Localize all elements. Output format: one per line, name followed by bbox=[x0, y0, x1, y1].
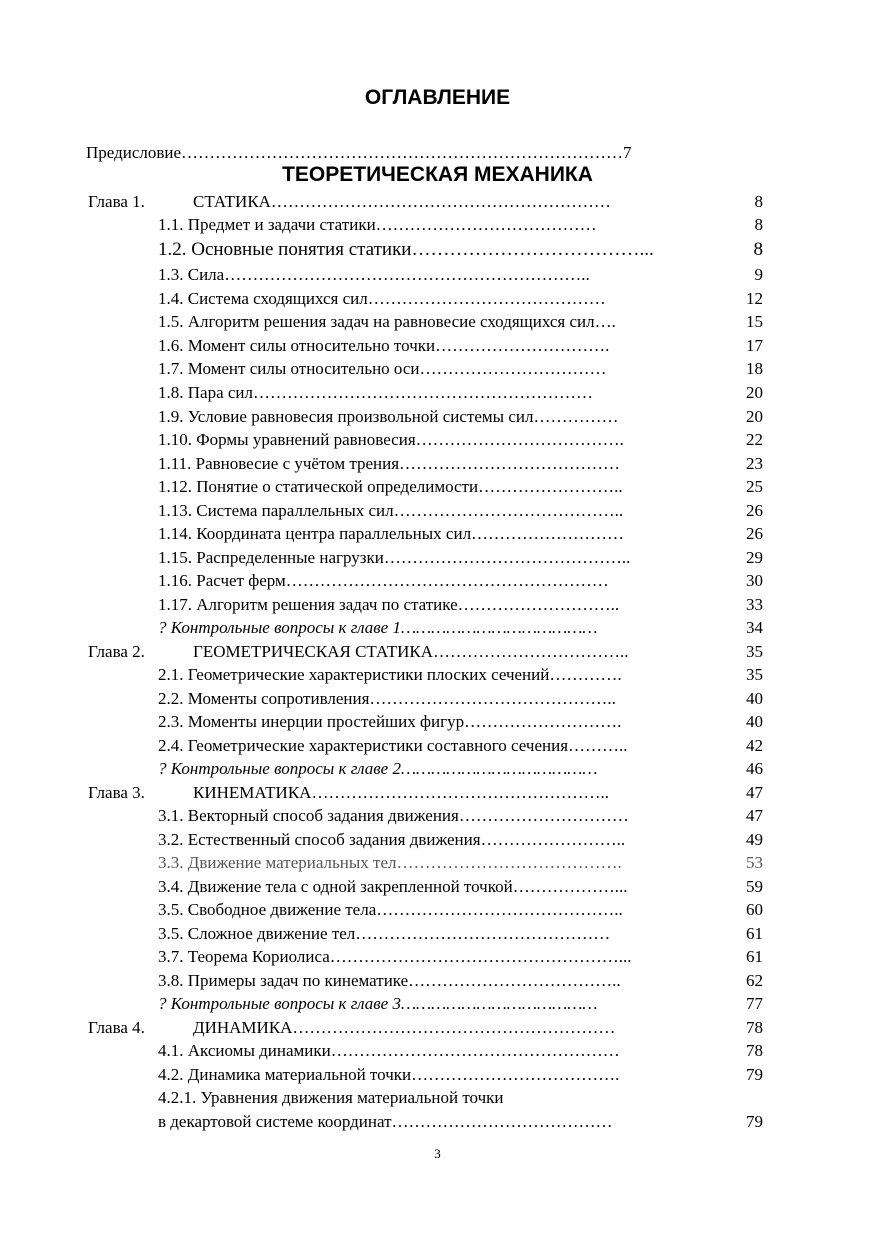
toc-entry[interactable] bbox=[0, 710, 875, 733]
toc-entry[interactable] bbox=[0, 287, 875, 310]
entry-text: 1.8. Пара сил…………………………………………………… bbox=[158, 383, 593, 402]
toc-entry[interactable] bbox=[0, 922, 875, 945]
toc-entry[interactable] bbox=[0, 687, 875, 710]
entry-text: 1.13. Система параллельных сил………………………………….. bbox=[158, 501, 624, 520]
toc-entry[interactable] bbox=[0, 310, 875, 333]
entry-text: 2.1. Геометрические характеристики плоских сечений…………. bbox=[158, 665, 622, 684]
entry-text: 3.1. Векторный способ задания движения………………………… bbox=[158, 806, 629, 825]
entry-text: 3.5. Свободное движение тела…………………………………….. bbox=[158, 900, 623, 919]
chapter-4-entry[interactable] bbox=[0, 1016, 875, 1039]
entry-page: 59 bbox=[746, 877, 763, 896]
entry-text: 2.2. Моменты сопротивления…………………………………….. bbox=[158, 689, 616, 708]
toc-entry-questions[interactable] bbox=[0, 992, 875, 1015]
entry-page: 30 bbox=[746, 571, 763, 590]
toc-entry[interactable] bbox=[0, 1063, 875, 1086]
entry-page: 15 bbox=[746, 312, 763, 331]
toc-preface[interactable] bbox=[0, 141, 875, 164]
entry-text: 1.7. Момент силы относительно оси…………………………… bbox=[158, 359, 607, 378]
entry-text: 2.3. Моменты инерции простейших фигур………………………. bbox=[158, 712, 622, 731]
toc-entry[interactable] bbox=[0, 875, 875, 898]
entry-text: 3.5. Сложное движение тел……………………………………… bbox=[158, 924, 611, 943]
entry-text: 1.14. Координата центра параллельных сил……………………… bbox=[158, 524, 625, 543]
entry-text: 1.15. Распределенные нагрузки…………………………………….. bbox=[158, 548, 631, 567]
entry-text: 4.2. Динамика материальной точки………………………………. bbox=[158, 1065, 620, 1084]
toc-entry[interactable] bbox=[0, 475, 875, 498]
toc-entry[interactable] bbox=[0, 969, 875, 992]
entry-text: 2.4. Геометрические характеристики составного сечения……….. bbox=[158, 736, 628, 755]
toc-entry[interactable] bbox=[0, 213, 875, 236]
entry-page: 78 bbox=[746, 1018, 763, 1037]
entry-page: 78 bbox=[746, 1041, 763, 1060]
entry-text: 1.1. Предмет и задачи статики………………………………… bbox=[158, 215, 597, 234]
entry-text: в декартовой системе координат………………………………… bbox=[158, 1112, 613, 1131]
toc-entry[interactable] bbox=[0, 945, 875, 968]
toc-entry[interactable] bbox=[0, 428, 875, 451]
entry-text: 3.3. Движение материальных тел…………………………………. bbox=[158, 853, 622, 872]
page-number: 3 bbox=[434, 1146, 441, 1161]
toc-entry[interactable] bbox=[0, 499, 875, 522]
entry-page: 8 bbox=[754, 192, 763, 211]
entry-text: 1.2. Основные понятия статики………………………………... bbox=[158, 239, 654, 260]
entry-page: 35 bbox=[746, 642, 763, 661]
entry-page: 60 bbox=[746, 900, 763, 919]
toc-entry[interactable] bbox=[0, 734, 875, 757]
chapter-3-entry[interactable] bbox=[0, 781, 875, 804]
toc-entry[interactable] bbox=[0, 381, 875, 404]
entry-text: 3.7. Теорема Кориолиса……………………………………………... bbox=[158, 947, 632, 966]
toc-entry[interactable] bbox=[0, 238, 875, 261]
entry-text: ДИНАМИКА………………………………………………… bbox=[193, 1018, 616, 1037]
entry-text: 3.4. Движение тела с одной закрепленной точкой………………... bbox=[158, 877, 628, 896]
entry-text: ? Контрольные вопросы к главе 2………………………………… bbox=[158, 759, 598, 778]
entry-text: 1.16. Расчет ферм………………………………………………… bbox=[158, 571, 609, 590]
chapter-label: Глава 1. bbox=[88, 192, 145, 211]
toc-entry[interactable] bbox=[0, 522, 875, 545]
toc-entry[interactable] bbox=[0, 1039, 875, 1062]
entry-page: 35 bbox=[746, 665, 763, 684]
toc-entry[interactable] bbox=[0, 452, 875, 475]
entry-text: 1.12. Понятие о статической определимости…………………….. bbox=[158, 477, 623, 496]
toc-entry[interactable] bbox=[0, 851, 875, 874]
entry-text: 3.8. Примеры задач по кинематике……………………………….. bbox=[158, 971, 621, 990]
toc-entry[interactable] bbox=[0, 357, 875, 380]
chapter-2-entry[interactable] bbox=[0, 640, 875, 663]
entry-page: 25 bbox=[746, 477, 763, 496]
entry-page: 12 bbox=[746, 289, 763, 308]
toc-entry[interactable] bbox=[0, 334, 875, 357]
entry-page: 61 bbox=[746, 947, 763, 966]
entry-page: 33 bbox=[746, 595, 763, 614]
entry-page: 20 bbox=[746, 383, 763, 402]
entry-text: ? Контрольные вопросы к главе 3………………………………… bbox=[158, 994, 598, 1013]
toc-entry-questions[interactable] bbox=[0, 757, 875, 780]
toc-entry[interactable] bbox=[0, 804, 875, 827]
entry-page: 18 bbox=[746, 359, 763, 378]
entry-page: 20 bbox=[746, 407, 763, 426]
toc-entry[interactable] bbox=[0, 828, 875, 851]
entry-text: 4.1. Аксиомы динамики…………………………………………… bbox=[158, 1041, 620, 1060]
entry-text: СТАТИКА…………………………………………………… bbox=[193, 192, 611, 211]
chapter-label: Глава 4. bbox=[88, 1018, 145, 1037]
entry-page: 49 bbox=[746, 830, 763, 849]
entry-text: 1.10. Формы уравнений равновесия………………………………. bbox=[158, 430, 624, 449]
section-title: ТЕОРЕТИЧЕСКАЯ МЕХАНИКА bbox=[282, 163, 593, 186]
entry-text: 1.5. Алгоритм решения задач на равновесие сходящихся сил…. bbox=[158, 312, 616, 331]
toc-entry[interactable] bbox=[0, 593, 875, 616]
entry-page: 23 bbox=[746, 454, 763, 473]
entry-page: 42 bbox=[746, 736, 763, 755]
entry-text: Предисловие……………………………………………………………………7 bbox=[86, 143, 632, 162]
entry-text: 1.6. Момент силы относительно точки…………………………. bbox=[158, 336, 610, 355]
entry-text: 1.9. Условие равновесия произвольной системы сил…………… bbox=[158, 407, 619, 426]
toc-entry[interactable] bbox=[0, 546, 875, 569]
entry-page: 46 bbox=[746, 759, 763, 778]
entry-page: 8 bbox=[754, 215, 763, 234]
toc-entry[interactable] bbox=[0, 663, 875, 686]
entry-page: 53 bbox=[746, 853, 763, 872]
toc-entry[interactable] bbox=[0, 1110, 875, 1133]
entry-text: 1.4. Система сходящихся сил…………………………………… bbox=[158, 289, 606, 308]
entry-page: 77 bbox=[746, 994, 763, 1013]
entry-page: 29 bbox=[746, 548, 763, 567]
entry-page: 17 bbox=[746, 336, 763, 355]
entry-page: 47 bbox=[746, 783, 763, 802]
toc-entry-questions[interactable] bbox=[0, 616, 875, 639]
entry-text: 1.17. Алгоритм решения задач по статике……………………….. bbox=[158, 595, 620, 614]
toc-title: ОГЛАВЛЕНИЕ bbox=[364, 86, 511, 109]
entry-page: 22 bbox=[746, 430, 763, 449]
entry-page: 40 bbox=[746, 712, 763, 731]
entry-page: 62 bbox=[746, 971, 763, 990]
entry-page: 40 bbox=[746, 689, 763, 708]
toc-entry[interactable] bbox=[0, 405, 875, 428]
entry-page: 9 bbox=[754, 265, 763, 284]
toc-entry[interactable] bbox=[0, 263, 875, 286]
entry-page: 79 bbox=[746, 1065, 763, 1084]
entry-text: ? Контрольные вопросы к главе 1………………………………… bbox=[158, 618, 598, 637]
chapter-label: Глава 2. bbox=[88, 642, 145, 661]
toc-entry[interactable] bbox=[0, 1086, 875, 1109]
entry-text: КИНЕМАТИКА…………………………………………….. bbox=[193, 783, 609, 802]
entry-text: ГЕОМЕТРИЧЕСКАЯ СТАТИКА…………………………….. bbox=[193, 642, 629, 661]
entry-text: 1.11. Равновесие с учётом трения………………………………… bbox=[158, 454, 621, 473]
entry-page: 61 bbox=[746, 924, 763, 943]
toc-entry[interactable] bbox=[0, 569, 875, 592]
entry-text: 4.2.1. Уравнения движения материальной точки bbox=[158, 1088, 504, 1107]
entry-page: 34 bbox=[746, 618, 763, 637]
toc-entry[interactable] bbox=[0, 898, 875, 921]
entry-text: 3.2. Естественный способ задания движения…………………….. bbox=[158, 830, 626, 849]
chapter-label: Глава 3. bbox=[88, 783, 145, 802]
entry-page: 79 bbox=[746, 1112, 763, 1131]
chapter-1-entry[interactable] bbox=[0, 190, 875, 213]
entry-page: 47 bbox=[746, 806, 763, 825]
entry-text: 1.3. Сила……………………………………………………….. bbox=[158, 265, 590, 284]
entry-page: 26 bbox=[746, 501, 763, 520]
entry-page: 26 bbox=[746, 524, 763, 543]
entry-page: 8 bbox=[753, 239, 763, 260]
